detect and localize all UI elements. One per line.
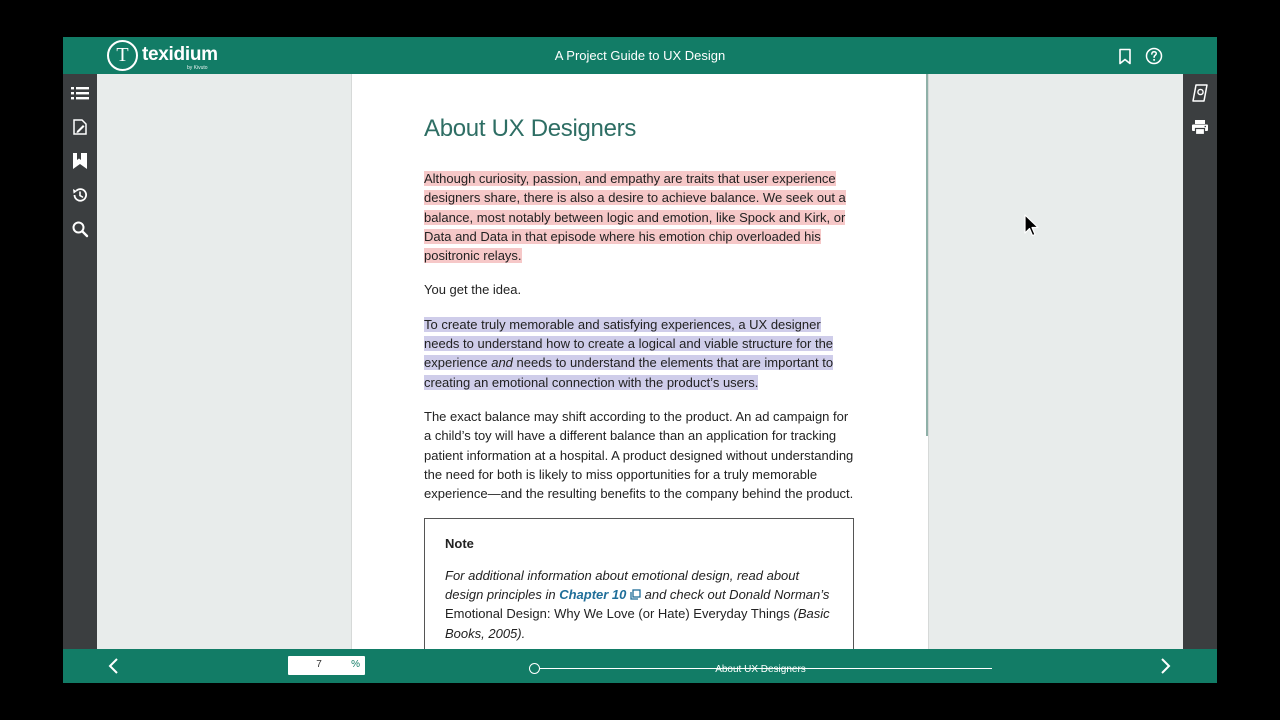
page-number-field[interactable] <box>288 656 365 675</box>
note-text-b: and check out Donald Norman’s <box>641 587 830 603</box>
paragraph-3-emphasis: and <box>491 355 513 371</box>
logo-byline: by Kivuto <box>187 65 208 71</box>
chapter-10-link-label: Chapter 10 <box>559 587 627 603</box>
highlight-red[interactable]: Although curiosity, passion, and empathy are traits that user experience designers share, there is also a desire to achieve balance. We seek out a balance, most notably between logic and emotion, like Spock and Kirk, or Data and Data in that episode where his emotion chip overloaded his positronic relays. <box>424 171 846 264</box>
logo-wordmark: texidium <box>142 44 218 65</box>
bookmarks-icon <box>72 152 88 170</box>
search-button[interactable] <box>70 219 90 239</box>
bookmark-outline-icon <box>1118 48 1132 65</box>
print-button[interactable] <box>1190 117 1210 137</box>
next-page-button[interactable] <box>1157 657 1175 675</box>
notebook-icon <box>1192 84 1208 102</box>
reader-app <box>63 37 1217 683</box>
top-bar <box>63 37 1217 74</box>
note-text-c: (Basic Books, 2005). <box>445 606 830 641</box>
paragraph-3-text-a: To create truly memorable and satisfying experiences, a UX designer needs to understand how to create a logical and viable structure for the experience <box>424 316 834 371</box>
right-toolbar <box>1183 74 1217 649</box>
mouse-cursor-icon <box>1024 214 1040 238</box>
link-icon[interactable]: % <box>351 659 360 670</box>
external-link-icon <box>630 589 641 600</box>
table-of-contents-icon <box>71 85 89 101</box>
bookmarks-list-button[interactable] <box>70 151 90 171</box>
chapter-10-link[interactable] <box>559 587 641 602</box>
paragraph-1[interactable] <box>424 169 854 265</box>
notebook-button[interactable] <box>1190 83 1210 103</box>
page-number[interactable]: 7 <box>316 659 322 670</box>
paragraph-3[interactable] <box>424 315 854 392</box>
section-heading: About UX Designers <box>424 115 637 142</box>
help-icon <box>1145 47 1163 65</box>
help-button[interactable] <box>1144 46 1164 66</box>
highlight-blue[interactable] <box>424 317 833 390</box>
current-section-label: About UX Designers <box>715 664 806 675</box>
chevron-right-icon <box>1160 657 1172 675</box>
book-title: A Project Guide to UX Design <box>554 48 726 63</box>
bookmark-button[interactable] <box>1115 46 1135 66</box>
previous-page-button[interactable] <box>104 657 122 675</box>
note-box <box>424 518 854 649</box>
book-page[interactable] <box>351 74 929 649</box>
search-icon <box>71 220 89 238</box>
page-scrollbar[interactable] <box>926 74 929 436</box>
toc-button[interactable] <box>70 83 90 103</box>
history-icon <box>71 186 89 204</box>
note-text-a: For additional information about emotional design, read about design principles in <box>445 567 800 603</box>
paragraph-2: You get the idea. <box>424 282 522 298</box>
note-book-title: Emotional Design: Why We Love (or Hate) Everyday Things <box>445 606 790 622</box>
annotation-edit-icon <box>71 118 89 136</box>
bottom-bar <box>63 649 1217 683</box>
note-body <box>445 566 833 643</box>
annotations-button[interactable] <box>70 117 90 137</box>
page-content <box>424 114 854 649</box>
chevron-left-icon <box>107 657 119 675</box>
paragraph-3-text-b: needs to understand the elements that are important to creating an emotional connection with the product’s users. <box>424 355 834 390</box>
progress-slider-thumb[interactable] <box>529 663 540 674</box>
left-toolbar <box>63 74 97 649</box>
logo-mark: T <box>107 40 138 71</box>
history-button[interactable] <box>70 185 90 205</box>
print-icon <box>1191 119 1209 135</box>
note-heading: Note <box>445 536 474 552</box>
paragraph-4: The exact balance may shift according to the product. An ad campaign for a child’s toy will have a different balance than an application for tracking patient information at a hospital. A product designed without understanding the need for both is likely to miss opportunities for a truly memorable experience—and the resulting benefits to the company behind the product. <box>424 408 854 502</box>
